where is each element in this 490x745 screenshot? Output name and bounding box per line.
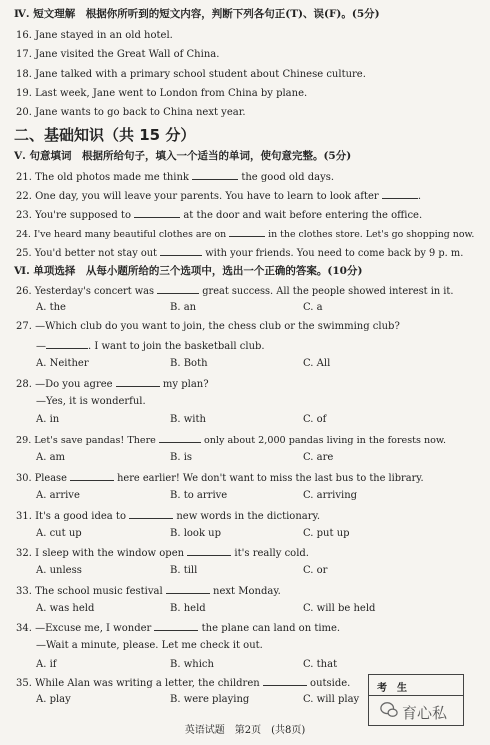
- question-line: —Yes, it is wonderful.: [36, 396, 146, 407]
- option-b: B. which: [170, 659, 214, 670]
- option-c: C. arriving: [303, 490, 358, 501]
- fill-item: 22. One day, you will leave your parents. You have to learn to look after .: [16, 191, 422, 202]
- option-c: C. a: [303, 302, 323, 313]
- answer-blank: [129, 509, 173, 519]
- listening-item: 18. Jane talked with a primary school student about Chinese culture.: [16, 69, 366, 80]
- fill-item: 24. I've heard many beautiful clothes are on in the clothes store. Let's go shopping now.: [16, 229, 475, 240]
- question-stem: 26. Yesterday's concert was great success. All the people showed interest in it.: [16, 286, 454, 297]
- candidate-label: 考生: [377, 683, 417, 694]
- answer-blank: [263, 676, 307, 686]
- question-stem: 30. Please here earlier! We don't want to miss the last bus to the library.: [16, 473, 424, 484]
- option-c: C. All: [303, 358, 331, 369]
- option-c: C. that: [303, 659, 338, 670]
- answer-blank: [159, 433, 201, 443]
- option-a: A. am: [36, 452, 66, 463]
- question-stem: 31. It's a good idea to new words in the dictionary.: [16, 511, 320, 522]
- option-c: C. are: [303, 452, 334, 463]
- option-b: B. is: [170, 452, 193, 463]
- option-c: C. or: [303, 565, 328, 576]
- chat-bubble-icon: [380, 701, 398, 719]
- option-c: C. of: [303, 414, 327, 425]
- option-c: C. put up: [303, 528, 350, 539]
- answer-blank: [116, 377, 160, 387]
- answer-blank: [134, 208, 180, 218]
- question-stem: 29. Let's save pandas! There only about 2,000 pandas living in the forests now.: [16, 435, 447, 446]
- option-a: A. play: [36, 694, 71, 705]
- answer-blank: [229, 227, 265, 237]
- question-line: —Wait a minute, please. Let me check it out.: [36, 640, 263, 651]
- answer-blank: [70, 471, 114, 481]
- option-a: A. in: [36, 414, 60, 425]
- listening-item: 19. Last week, Jane went to London from China by plane.: [16, 88, 308, 99]
- option-b: B. with: [170, 414, 206, 425]
- question-stem: 32. I sleep with the window open it's really cold.: [16, 548, 309, 559]
- answer-blank: [157, 284, 199, 294]
- option-a: A. the: [36, 302, 66, 313]
- option-a: A. was held: [36, 603, 95, 614]
- question-stem: 33. The school music festival next Monday.: [16, 586, 281, 597]
- answer-blank: [187, 546, 231, 556]
- option-a: A. arrive: [36, 490, 80, 501]
- question-stem: 28. —Do you agree my plan?: [16, 379, 209, 390]
- answer-blank: [46, 339, 88, 349]
- option-b: B. held: [170, 603, 206, 614]
- option-b: B. an: [170, 302, 197, 313]
- answer-blank: [382, 189, 418, 199]
- fill-item: 21. The old photos made me think the good old days.: [16, 172, 335, 183]
- option-b: B. Both: [170, 358, 208, 369]
- fill-item: 25. You'd better not stay out with your friends. You need to come back by 9 p. m.: [16, 248, 464, 259]
- answer-blank: [192, 170, 238, 180]
- section-vi-title: Ⅵ. 单项选择 从每小题所给的三个选项中，选出一个正确的答案。(10分): [14, 265, 363, 277]
- question-stem: 27. —Which club do you want to join, the chess club or the swimming club?: [16, 321, 400, 332]
- answer-blank: [166, 584, 210, 594]
- part2-title: 二、基础知识（共 15 分）: [14, 126, 196, 144]
- answer-blank: [160, 246, 202, 256]
- question-stem: 35. While Alan was writing a letter, the children outside.: [16, 678, 351, 689]
- listening-item: 16. Jane stayed in an old hotel.: [16, 30, 173, 41]
- listening-item: 20. Jane wants to go back to China next year.: [16, 107, 246, 118]
- option-a: A. if: [36, 659, 57, 670]
- option-b: B. to arrive: [170, 490, 228, 501]
- section-v-title: Ⅴ. 句意填词 根据所给句子，填入一个适当的单词，使句意完整。(5分): [14, 150, 352, 162]
- section-iv-title: Ⅳ. 短文理解 根据你所听到的短文内容，判断下列各句正(T)、误(F)。(5分): [14, 8, 380, 20]
- page-footer: 英语试题 第2页 (共8页): [184, 725, 306, 736]
- option-a: A. Neither: [36, 358, 89, 369]
- option-a: A. cut up: [36, 528, 82, 539]
- option-c: C. will play: [303, 694, 360, 705]
- watermark-text: 育心私: [402, 704, 448, 722]
- answer-blank: [154, 621, 198, 631]
- option-b: B. till: [170, 565, 198, 576]
- option-b: B. look up: [170, 528, 222, 539]
- question-line: — . I want to join the basketball club.: [36, 341, 265, 352]
- fill-item: 23. You're supposed to at the door and wait before entering the office.: [16, 210, 423, 221]
- question-stem: 34. —Excuse me, I wonder the plane can land on time.: [16, 623, 341, 634]
- divider: [369, 695, 463, 696]
- listening-item: 17. Jane visited the Great Wall of China.: [16, 49, 220, 60]
- option-b: B. were playing: [170, 694, 250, 705]
- option-a: A. unless: [36, 565, 82, 576]
- option-c: C. will be held: [303, 603, 376, 614]
